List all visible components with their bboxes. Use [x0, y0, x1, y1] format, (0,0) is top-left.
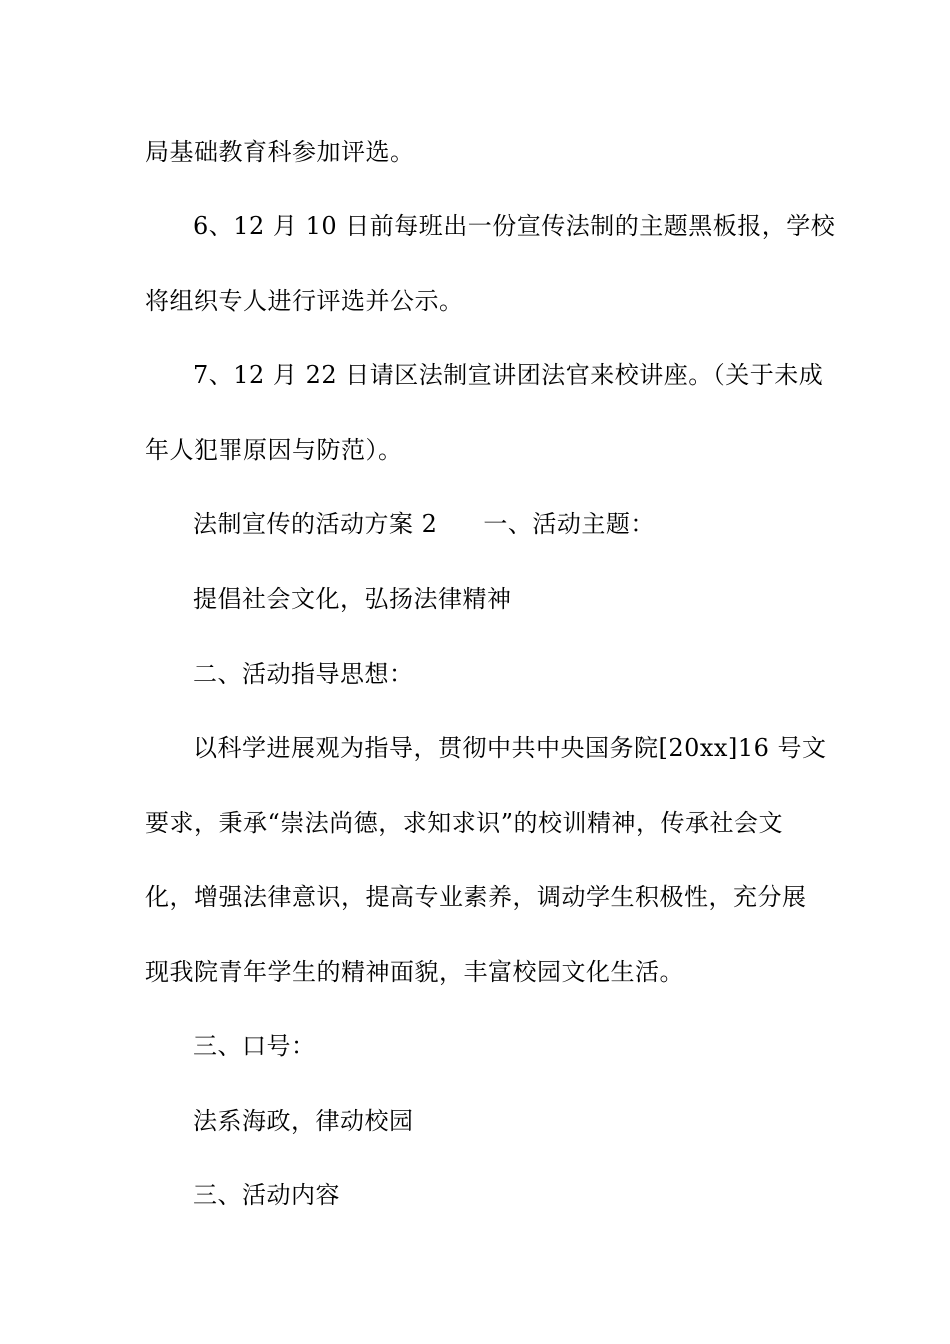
paragraph-line: 法系海政，律动校园 [193, 1107, 414, 1135]
section-heading: 一、活动主题： [483, 510, 655, 538]
section-heading: 三、口号： [193, 1032, 316, 1060]
paragraph-line: 化，增强法律意识，提高专业素养，调动学生积极性，充分展 [145, 883, 807, 911]
paragraph-line: 提倡社会文化，弘扬法律精神 [193, 585, 512, 613]
paragraph-line: 年人犯罪原因与防范）。 [145, 436, 403, 464]
section-heading: 三、活动内容 [193, 1181, 340, 1209]
paragraph-line: 7、12 月 22 日请区法制宣讲团法官来校讲座。（关于未成 [193, 361, 824, 389]
section-heading: 二、活动指导思想： [193, 660, 414, 688]
paragraph-line: 局基础教育科参加评选。 [145, 138, 415, 166]
paragraph-line: 现我院青年学生的精神面貌，丰富校园文化生活。 [145, 958, 684, 986]
paragraph-line: 将组织专人进行评选并公示。 [145, 287, 464, 315]
paragraph-line: 要求，秉承“崇法尚德，求知求识”的校训精神，传承社会文 [145, 809, 784, 837]
section-heading-line [193, 509, 655, 539]
paragraph-line: 6、12 月 10 日前每班出一份宣传法制的主题黑板报，学校 [193, 212, 836, 240]
section-title: 法制宣传的活动方案 2 [193, 510, 438, 538]
paragraph-line: 以科学进展观为指导，贯彻中共中央国务院[20xx]16 号文 [193, 734, 827, 762]
